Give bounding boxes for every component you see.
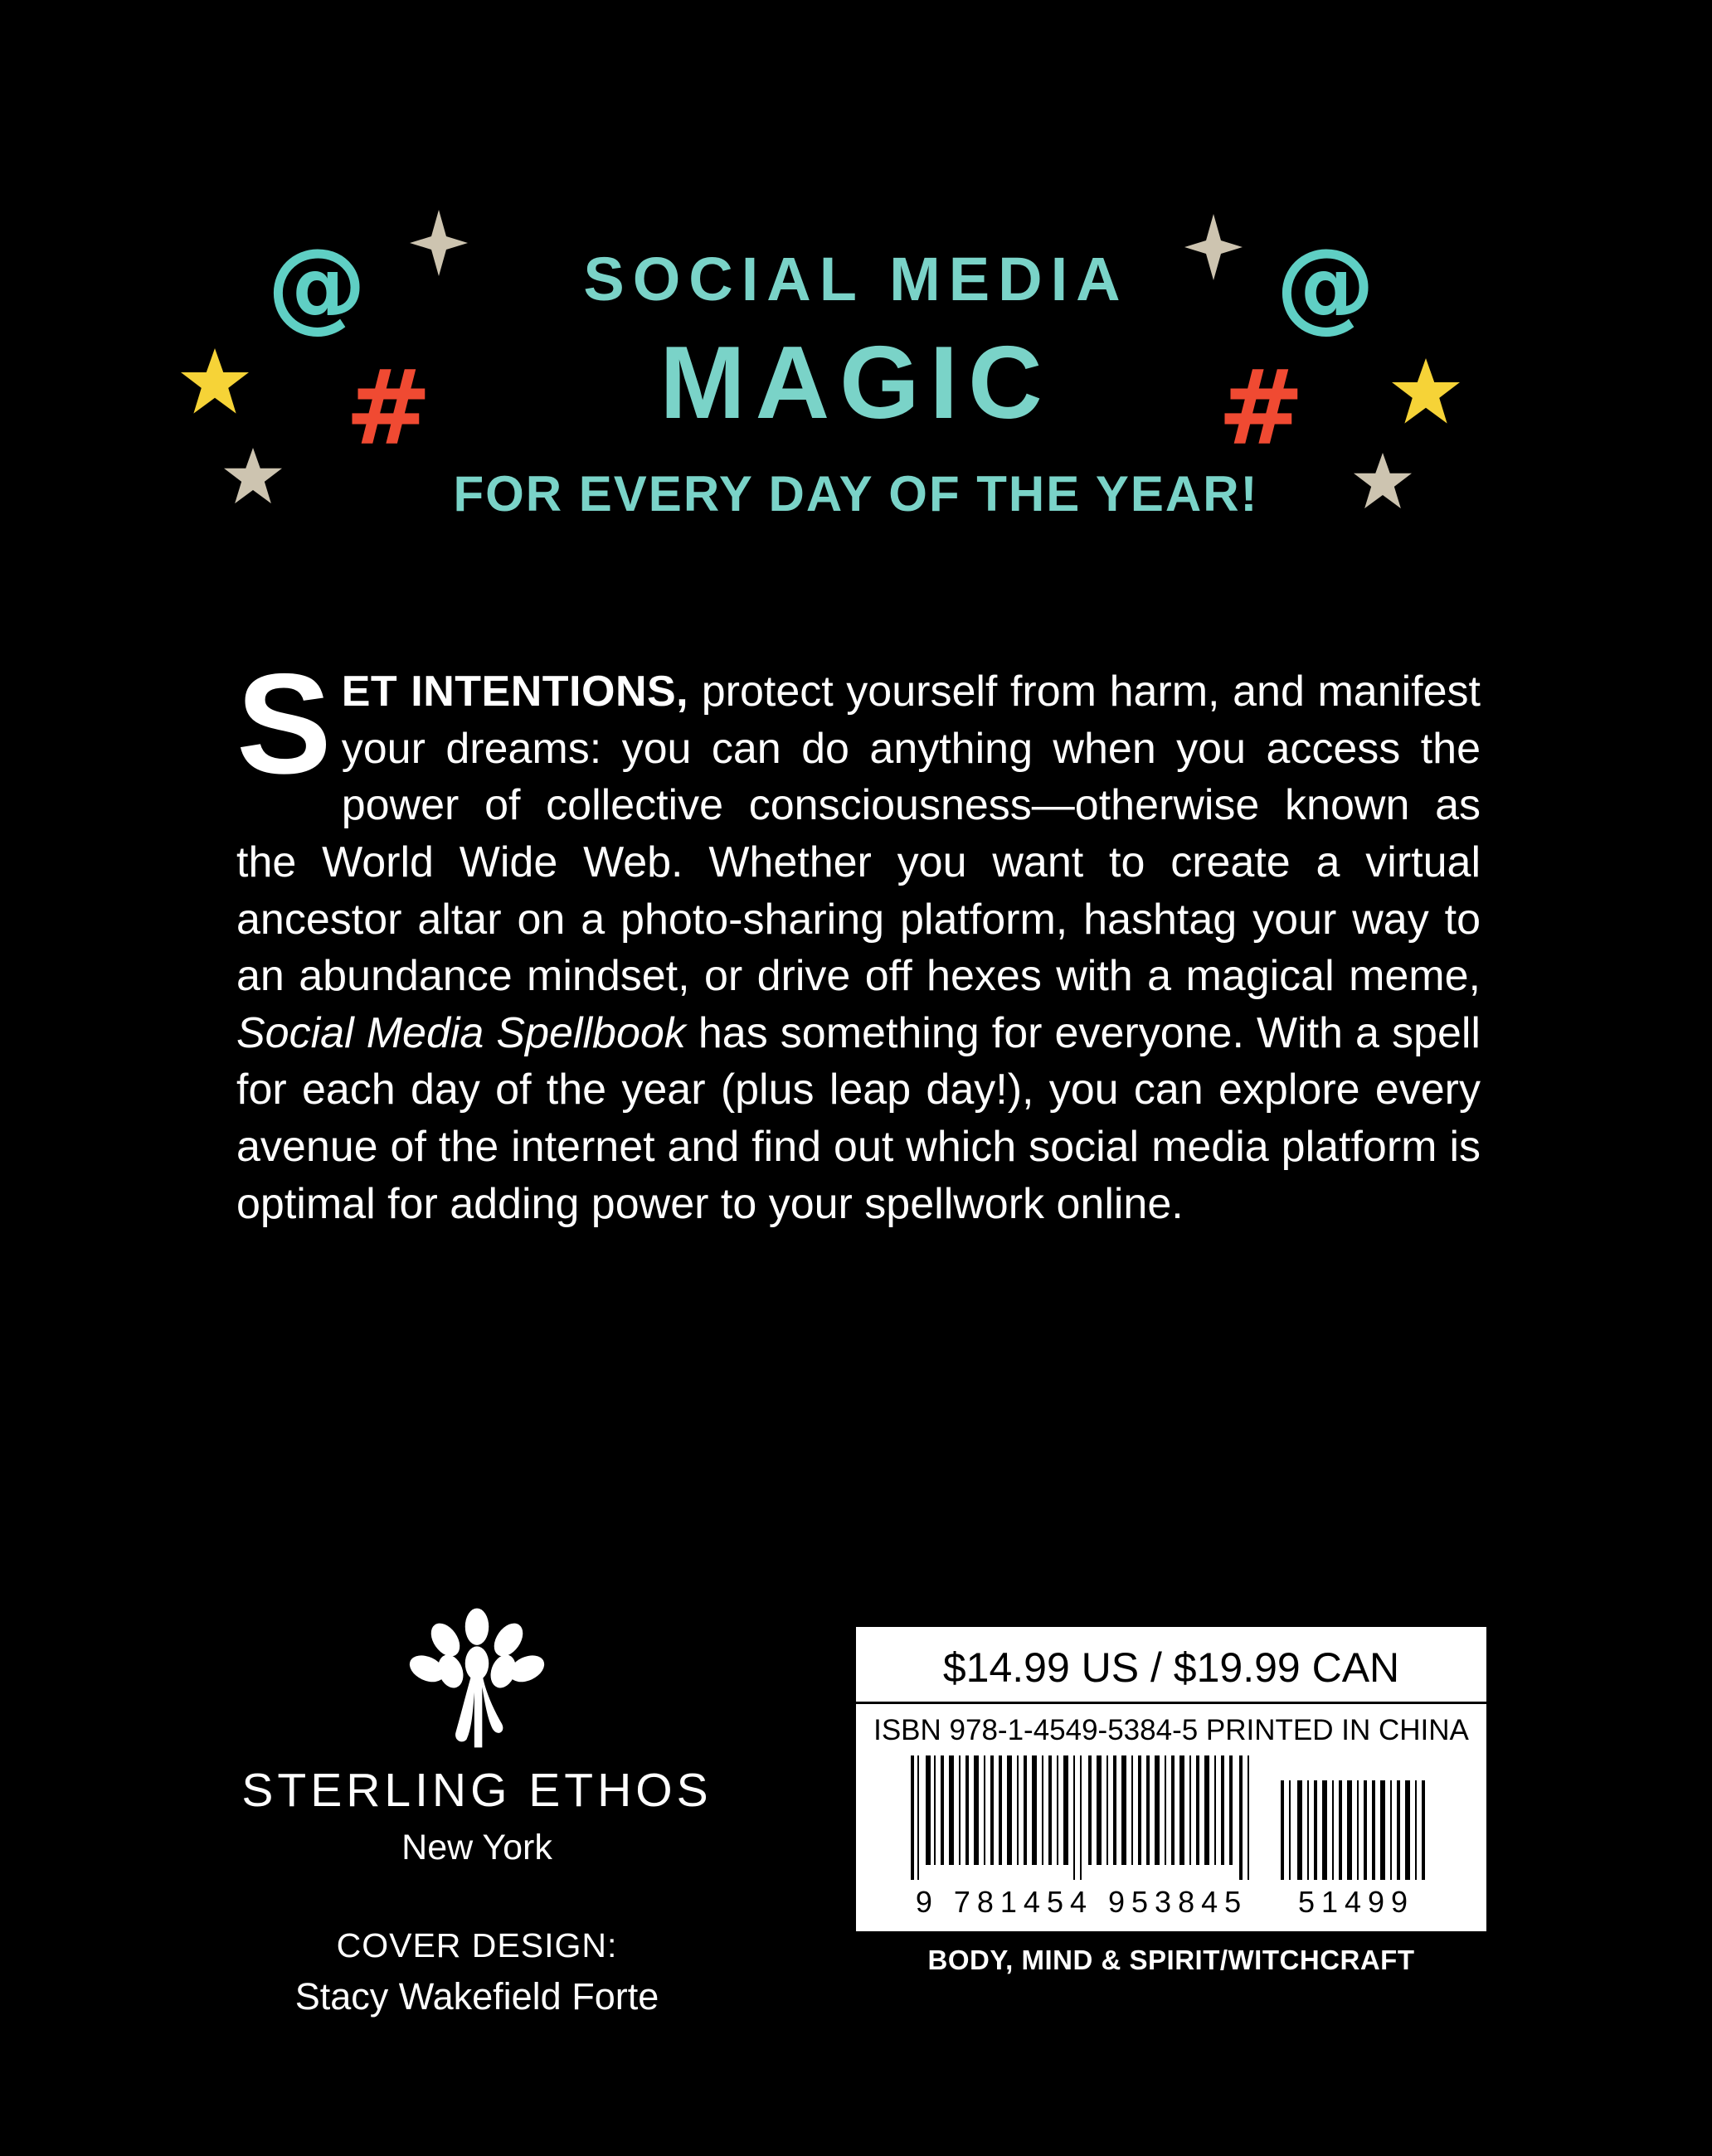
blurb-book-title: Social Media Spellbook	[236, 1008, 686, 1057]
blurb-part-2: has something for everyone. With a spell for each day of the year (plus leap day!), you can explore every avenue of the internet and find out which social media platform is optimal for adding power to your spellwork online.	[236, 1008, 1481, 1228]
barcode-area	[856, 1627, 1486, 1976]
blurb-dropcap: S	[236, 644, 332, 804]
barcode-box	[856, 1627, 1486, 1931]
back-cover-blurb	[236, 644, 1481, 1232]
ean13-digits: 9 781454 953845	[915, 1885, 1248, 1919]
tree-logo-icon	[398, 1600, 556, 1758]
blurb-part-1: protect yourself from harm, and manifest your dreams: you can do anything when you access the power of collective consciousness—otherwise known as the World Wide Web. Whether you want to create a virtual ancestor altar on a photo-sharing platform, hashtag your way to an abundance mindset, or drive off hexes with a magical meme,	[236, 668, 1481, 1001]
ean5-addon-digits: 51499	[1297, 1885, 1415, 1919]
publisher-city: New York	[401, 1828, 552, 1867]
isbn-text: ISBN 978-1-4549-5384-5 PRINTED IN CHINA	[873, 1714, 1469, 1746]
cover-design-label: COVER DESIGN:	[336, 1926, 618, 1964]
ean5-addon-barcode-icon	[1277, 1780, 1435, 1880]
title-line-1: SOCIAL MEDIA	[583, 245, 1129, 313]
publisher-block	[162, 1600, 792, 2018]
cover-design-credit: Stacy Wakefield Forte	[294, 1975, 659, 2018]
hash-symbol-icon: #	[1218, 348, 1305, 469]
at-symbol-icon: @	[1276, 228, 1375, 343]
hash-symbol-icon: #	[345, 348, 432, 469]
price-text: $14.99 US / $19.99 CAN	[856, 1635, 1486, 1704]
bisac-category: BODY, MIND & SPIRIT/WITCHCRAFT	[927, 1945, 1415, 1975]
cover-title-block	[0, 245, 1712, 522]
blurb-lead: ET INTENTIONS,	[341, 668, 689, 716]
barcode-bars-row	[856, 1755, 1486, 1885]
publisher-name: STERLING ETHOS	[241, 1764, 713, 1817]
ean13-barcode-icon	[907, 1755, 1256, 1880]
at-symbol-icon: @	[267, 228, 367, 343]
title-subtitle: FOR EVERY DAY OF THE YEAR!	[453, 466, 1259, 522]
title-line-2: MAGIC	[659, 326, 1053, 440]
